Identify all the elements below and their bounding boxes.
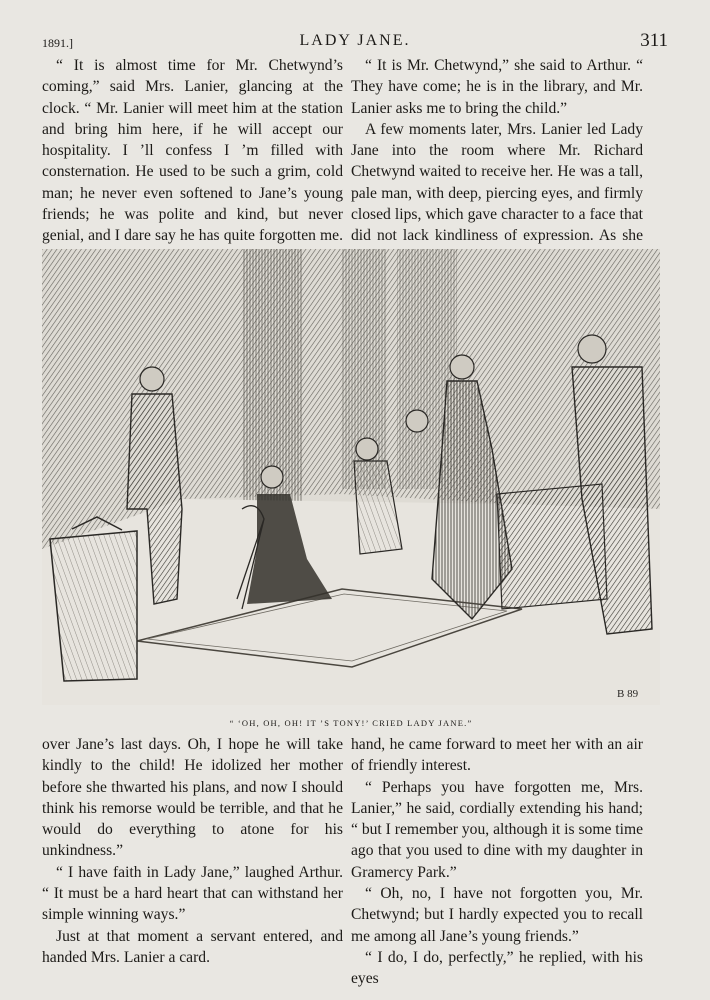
column-bottom-right: [351, 734, 643, 990]
page-number: 311: [640, 30, 668, 51]
paragraph: “ It is Mr. Chetwynd,” she said to Arthur. “ They have come; he is in the library, and Mr. Lanier asks me to bring the child.”: [351, 57, 643, 117]
paragraph: “ It is almost time for Mr. Chetwynd’s coming,” said Mrs. Lanier, glancing at the clock. “ Mr. Lanier will meet him at the station and bring him here, if he will accept our hospitality. I ’ll confess I ’m filled with consternation. He used to be such a grim, cold man; he never even softened to Jane’s young friends; he was polite and kind, but never genial, and I dare say he has quite forgotten me.: [42, 57, 343, 245]
paragraph: “ Perhaps you have forgotten me, Mrs. Lanier,” he said, cordially extending his hand; “ but I remember you, although it is some time ago that you used to dine with my daughter in Gramercy Park.”: [351, 778, 643, 881]
column-bottom-left: [42, 734, 343, 968]
illustration-signature: B 89: [617, 688, 639, 700]
paragraph: “ Oh, no, I have not forgotten you, Mr. Chetwynd; but I hardly expected you to recall me among all Jane’s young friends.”: [351, 885, 643, 945]
paragraph: “ I have faith in Lady Jane,” laughed Arthur. “ It must be a hard heart that can withstand her simple winning ways.”: [42, 863, 343, 924]
paragraph: over Jane’s last days. Oh, I hope he will take kindly to the child! He idolized her mother before she thwarted his plans, and now I should think his remorse would be terrible, and that he would do everything to atone for his unkindness.”: [42, 736, 343, 860]
issue-date: 1891.]: [42, 36, 73, 50]
running-title: LADY JANE.: [299, 32, 411, 49]
paragraph: A few moments later, Mrs. Lanier led Lady Jane into the room where Mr. Richard Chetwynd waited to receive her. He was a tall, pale man, with deep, piercing eyes, and firmly closed lips, which gave character to a face that did not lack kindliness of expression. As she: [351, 120, 643, 245]
illustration-caption: “ ‘OH, OH, OH! IT ’S TONY!’ CRIED LADY JANE.”: [229, 718, 473, 728]
paragraph: Just at that moment a servant entered, and handed Mrs. Lanier a card.: [42, 927, 343, 966]
paragraph: hand, he came forward to meet her with an air of friendly interest.: [351, 736, 643, 775]
illustration: [42, 249, 660, 705]
paragraph: “ I do, I do, perfectly,” he replied, with his eyes: [351, 948, 643, 988]
running-header: [42, 30, 668, 50]
